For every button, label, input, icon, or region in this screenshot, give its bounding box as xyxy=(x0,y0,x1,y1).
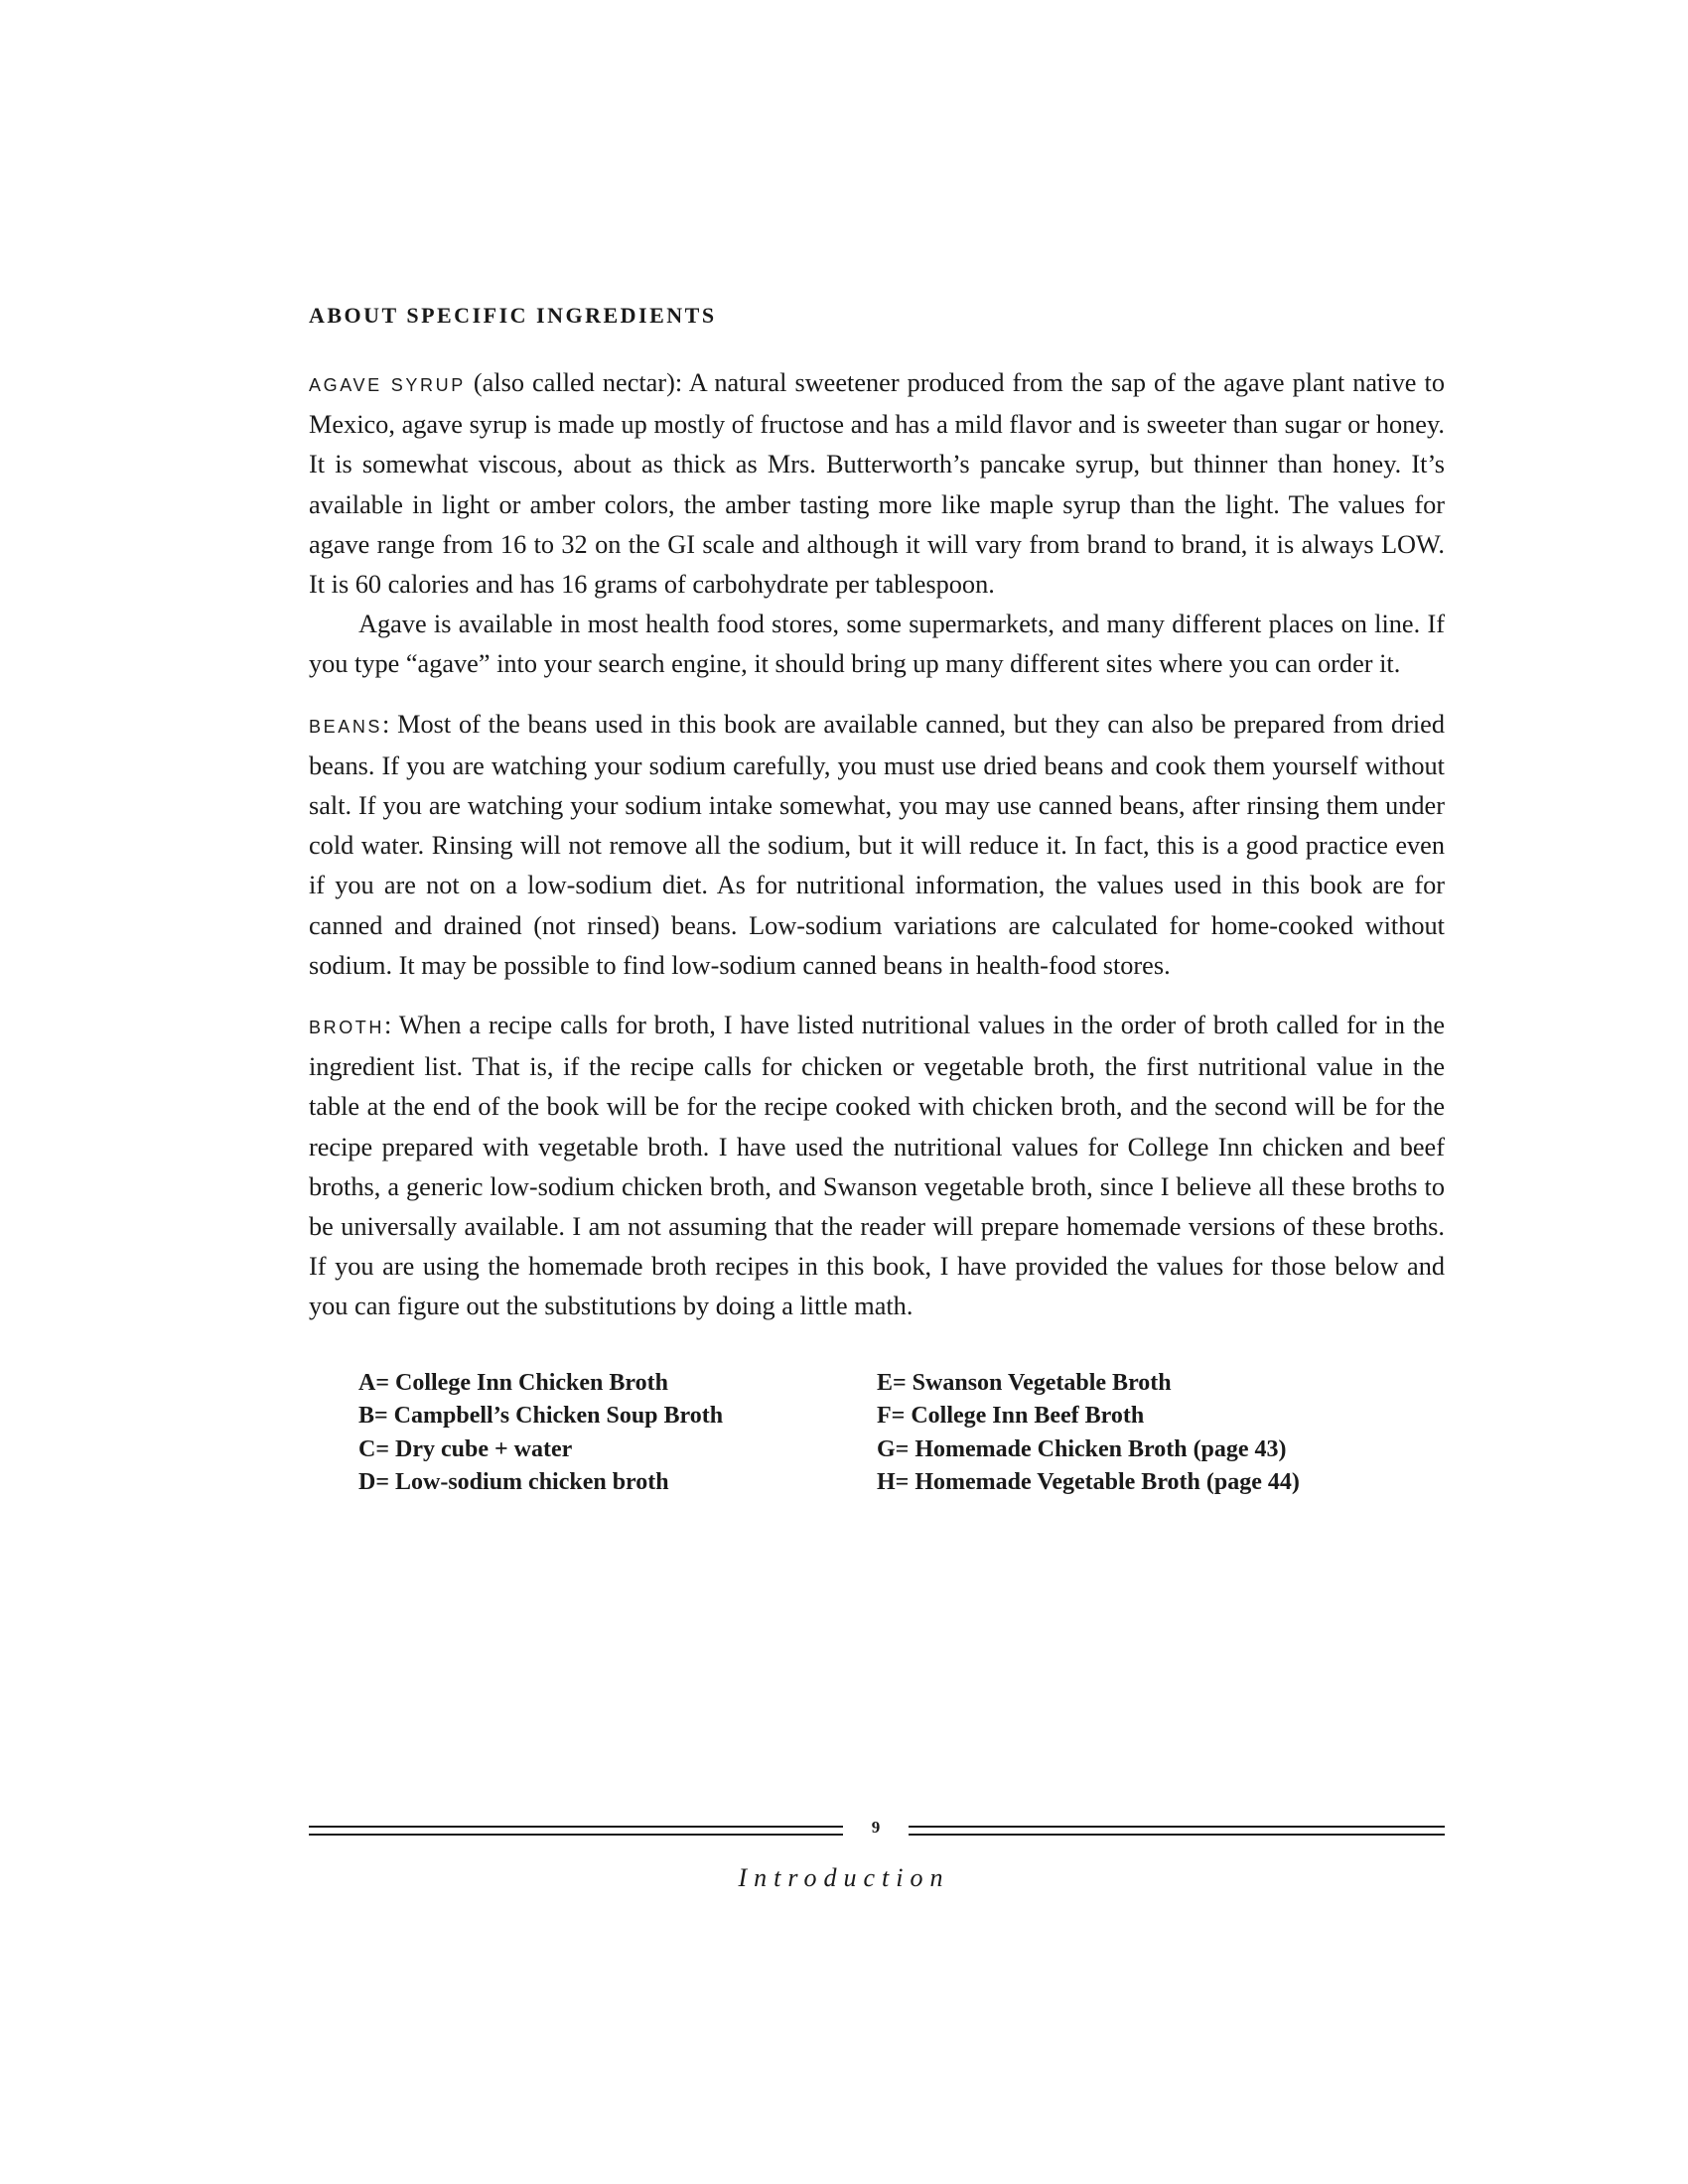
agave-entry xyxy=(309,363,1445,605)
broth-legend-item: C= Dry cube + water xyxy=(358,1435,573,1462)
agave-term: AGAVE SYRUP xyxy=(309,375,466,395)
running-footer-title: Introduction xyxy=(738,1863,950,1892)
broth-legend xyxy=(309,1367,1445,1500)
beans-term: BEANS xyxy=(309,716,383,737)
broth-legend-item: G= Homemade Chicken Broth (page 43) xyxy=(877,1435,1287,1462)
broth-legend-item: A= College Inn Chicken Broth xyxy=(358,1369,668,1396)
agave-entry-continued xyxy=(309,605,1445,684)
broth-legend-item: D= Low-sodium chicken broth xyxy=(358,1469,669,1496)
broth-legend-left-column xyxy=(358,1367,877,1500)
broth-legend-item: E= Swanson Vegetable Broth xyxy=(877,1369,1172,1396)
footer-rule-left xyxy=(309,1826,843,1836)
broth-legend-item: F= College Inn Beef Broth xyxy=(877,1403,1145,1430)
section-heading: ABOUT SPECIFIC INGREDIENTS xyxy=(309,303,717,328)
broth-legend-item: H= Homemade Vegetable Broth (page 44) xyxy=(877,1469,1300,1496)
broth-text: : When a recipe calls for broth, I have listed nutritional values in the order of broth called for in the ingredient list. That is, if the recipe calls for chicken or vegetable broth, the first nutritional value in the table at the end of the book will be for the recipe cooked with chicken broth, and the second will be for the recipe prepared with vegetable broth. I have used the nutritional values for College Inn chicken and beef broths, a generic low-sodium chicken broth, and Swanson vegetable broth, since I believe all these broths to be universally available. I am not assuming that the reader will prepare homemade versions of these broths. If you are using the homemade broth recipes in this book, I have provided the values for those below and you can figure out the substitutions by doing a little math. xyxy=(309,1011,1445,1321)
broth-legend-item: B= Campbell’s Chicken Soup Broth xyxy=(358,1403,724,1430)
broth-entry xyxy=(309,1006,1445,1327)
broth-term: BROTH xyxy=(309,1018,384,1038)
beans-text: : Most of the beans used in this book are available canned, but they can also be prepared from dried beans. If you are watching your sodium carefully, you must use dried beans and cook them yourself without salt. If you are watching your sodium intake somewhat, you may use canned beans, after rinsing them under cold water. Rinsing will not remove all the sodium, but it will reduce it. In fact, this is a good practice even if you are not on a low-sodium diet. As for nutritional information, the values used in this book are for canned and drained (not rinsed) beans. Low-sodium variations are calculated for home-cooked without sodium. It may be possible to find low-sodium canned beans in health-food stores. xyxy=(309,709,1445,980)
beans-entry xyxy=(309,705,1445,986)
page-content xyxy=(309,298,1445,1500)
agave-text: (also called nectar): A natural sweetener produced from the sap of the agave plant native to Mexico, agave syrup is made up mostly of fructose and has a mild flavor and is sweeter than sugar or honey. It is somewhat viscous, about as thick as Mrs. Butterworth’s pancake syrup, but thinner than honey. It’s available in light or amber colors, the amber tasting more like maple syrup than the light. The values for agave range from 16 to 32 on the GI scale and although it will vary from brand to brand, it is always LOW. It is 60 calories and has 16 grams of carbohydrate per tablespoon. xyxy=(309,368,1445,600)
footer-rule-right xyxy=(909,1826,1445,1836)
agave-text-2: Agave is available in most health food stores, some supermarkets, and many different places on line. If you type “agave” into your search engine, it should bring up many different sites where you can order it. xyxy=(309,610,1445,679)
page-number: 9 xyxy=(871,1818,881,1837)
broth-legend-right-column xyxy=(877,1367,1393,1500)
